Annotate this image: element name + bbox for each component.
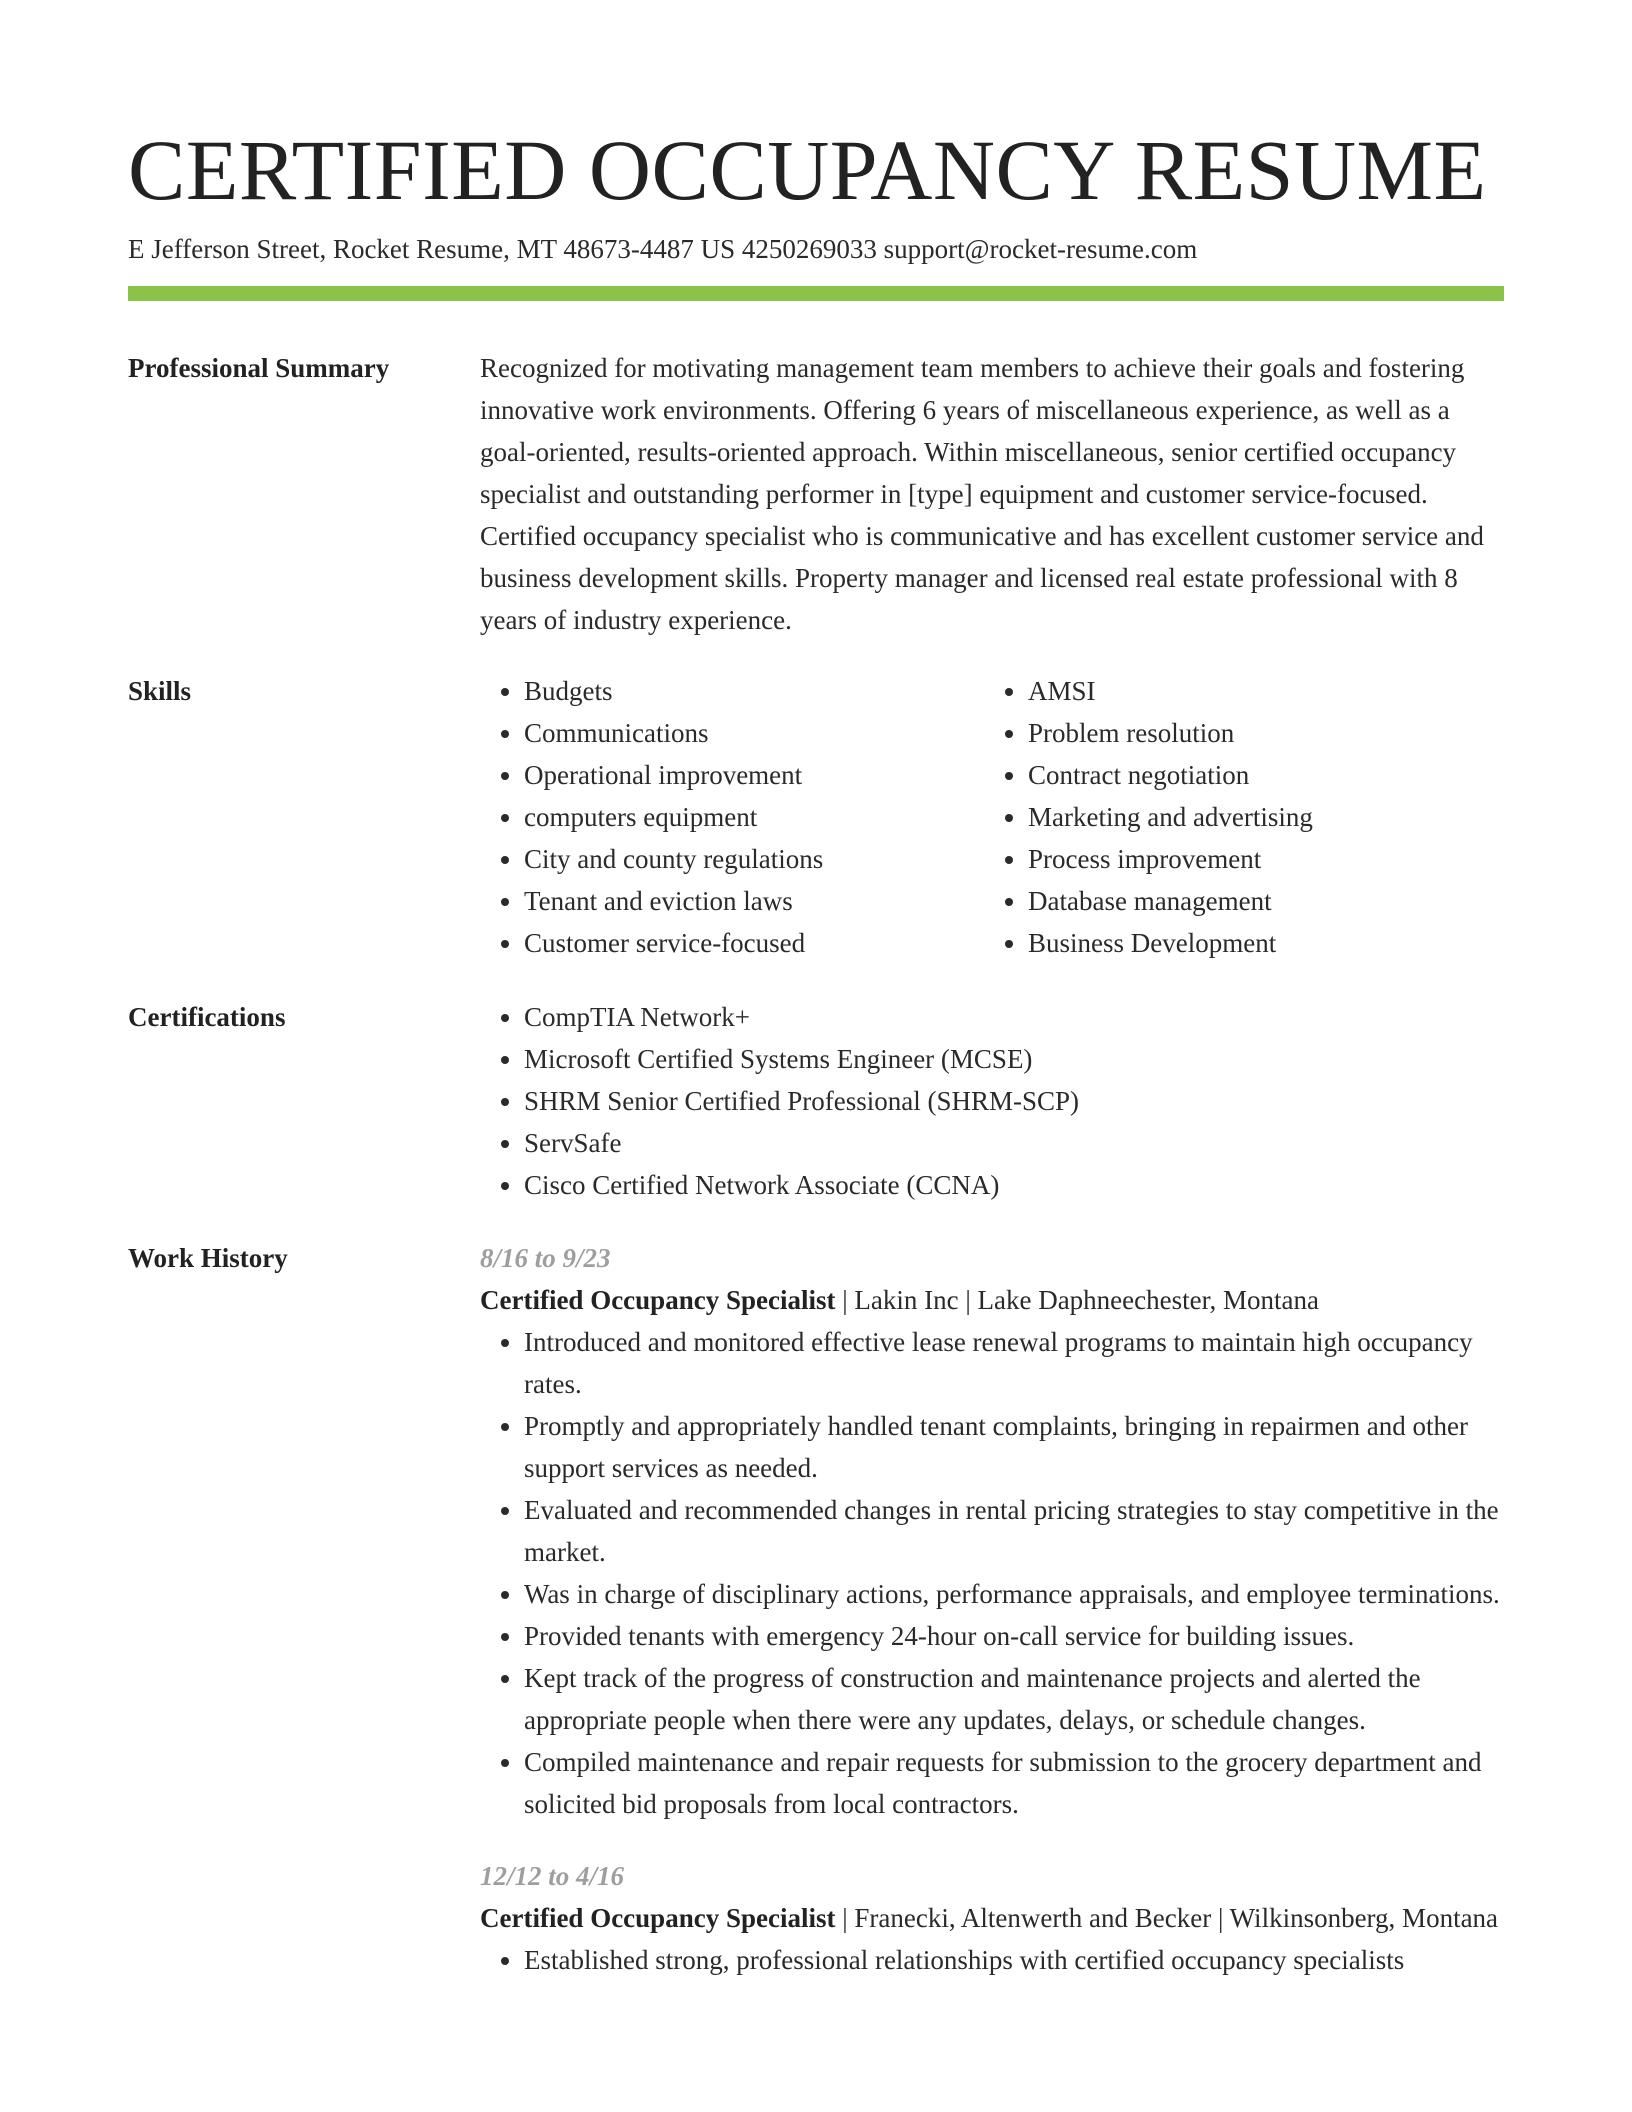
summary-text: Recognized for motivating management team members to achieve their goals and fostering innovative work environments. Offering 6 years of miscellaneous experience, as well as a goal-oriented, results-oriented approach. Within miscellaneous, senior certified occupancy specialist and outstanding performer in [type] equipment and customer service-focused. Certified occupancy specialist who is communicative and has excellent customer service and business development skills. Property manager and licensed real estate professional with 8 years of industry experience. (480, 353, 1484, 635)
job-dates: 8/16 to 9/23 (480, 1243, 611, 1273)
resume-title: CERTIFIED OCCUPANCY RESUME (128, 122, 1487, 218)
skill-item: • Operational improvement (524, 754, 984, 796)
skills-heading: Skills (128, 676, 192, 706)
skill-item: • AMSI (1028, 670, 1488, 712)
job-duty: • Provided tenants with emergency 24-hour on-call service for building issues. (524, 1615, 1504, 1657)
skill-item: • computers equipment (524, 796, 984, 838)
job-entry (480, 1237, 1504, 1825)
header-divider (128, 286, 1504, 301)
skill-item: • Budgets (524, 670, 984, 712)
skills-column-right (984, 670, 1488, 964)
summary-heading: Professional Summary (128, 353, 390, 383)
certification-item: • ServSafe (524, 1122, 1504, 1164)
job-duty: • Was in charge of disciplinary actions, performance appraisals, and employee terminations. (524, 1573, 1504, 1615)
job-entry (480, 1855, 1504, 1981)
skill-item: • Contract negotiation (1028, 754, 1488, 796)
skills-column-left (480, 670, 984, 964)
skill-item: • Marketing and advertising (1028, 796, 1488, 838)
job-duty: • Evaluated and recommended changes in rental pricing strategies to stay competitive in the market. (524, 1489, 1504, 1573)
skill-item: • Tenant and eviction laws (524, 880, 984, 922)
skill-item: • Database management (1028, 880, 1488, 922)
certifications-body (480, 996, 1504, 1206)
work-history-body (480, 1237, 1504, 2011)
job-duty: • Promptly and appropriately handled tenant complaints, bringing in repairmen and other support services as needed. (524, 1405, 1504, 1489)
work-history-heading: Work History (128, 1243, 288, 1273)
job-duty: • Kept track of the progress of construction and maintenance projects and alerted the appropriate people when there were any updates, delays, or schedule changes. (524, 1657, 1504, 1741)
certification-item: • Cisco Certified Network Associate (CCNA) (524, 1164, 1504, 1206)
contact-info: E Jefferson Street, Rocket Resume, MT 48673-4487 US 4250269033 support@rocket-resume.com (128, 234, 1198, 264)
skill-item: • Process improvement (1028, 838, 1488, 880)
certifications-list (480, 996, 1504, 1206)
certification-item: • SHRM Senior Certified Professional (SHRM-SCP) (524, 1080, 1504, 1122)
job-employer-location: | Franecki, Altenwerth and Becker | Wilkinsonberg, Montana (835, 1903, 1499, 1933)
skills-columns (480, 670, 1504, 964)
job-duty: • Compiled maintenance and repair requests for submission to the grocery department and solicited bid proposals from local contractors. (524, 1741, 1504, 1825)
job-duty: • Introduced and monitored effective lease renewal programs to maintain high occupancy rates. (524, 1321, 1504, 1405)
job-duties-list (480, 1939, 1504, 1981)
skill-item: • Communications (524, 712, 984, 754)
skill-item: • Customer service-focused (524, 922, 984, 964)
job-title-line (480, 1279, 1504, 1321)
skill-item: • City and county regulations (524, 838, 984, 880)
job-duties-list (480, 1321, 1504, 1825)
job-title-line (480, 1897, 1504, 1939)
job-employer-location: | Lakin Inc | Lake Daphneechester, Montana (835, 1285, 1319, 1315)
skills-list-right (984, 670, 1488, 964)
job-title: Certified Occupancy Specialist (480, 1285, 836, 1315)
certifications-heading: Certifications (128, 1002, 286, 1032)
job-duty: • Established strong, professional relationships with certified occupancy specialists (524, 1939, 1504, 1981)
skills-body (480, 670, 1504, 964)
skills-list-left (480, 670, 984, 964)
certification-item: • Microsoft Certified Systems Engineer (MCSE) (524, 1038, 1504, 1080)
certification-item: • CompTIA Network+ (524, 996, 1504, 1038)
summary-body (480, 347, 1504, 641)
skill-item: • Business Development (1028, 922, 1488, 964)
job-title: Certified Occupancy Specialist (480, 1903, 836, 1933)
job-dates: 12/12 to 4/16 (480, 1861, 625, 1891)
skill-item: • Problem resolution (1028, 712, 1488, 754)
